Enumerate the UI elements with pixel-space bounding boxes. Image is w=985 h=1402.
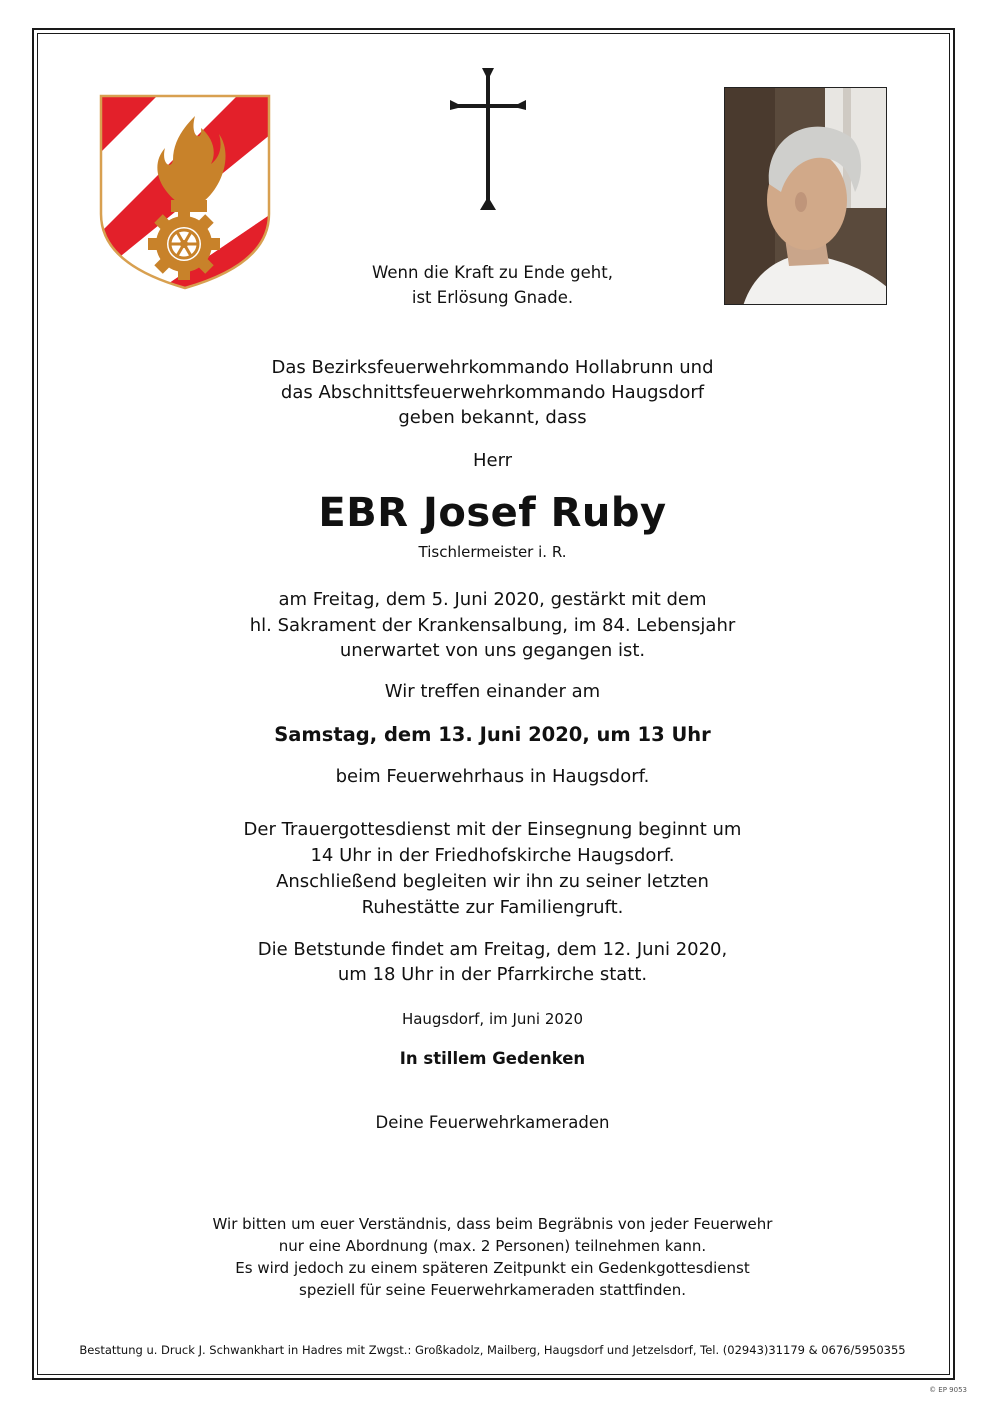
place-date: Haugsdorf, im Juni 2020 xyxy=(401,1010,584,1028)
fire-brigade-crest-icon xyxy=(99,94,271,290)
announcement-line-1: Das Bezirksfeuerwehrkommando Hollabrunn und xyxy=(271,357,714,378)
cross-icon xyxy=(444,64,532,214)
meeting-date: Samstag, dem 13. Juni 2020, um 13 Uhr xyxy=(274,723,711,746)
deceased-occupation: Tischlermeister i. R. xyxy=(418,543,567,561)
service-line-4: Ruhestätte zur Familiengruft. xyxy=(361,897,624,918)
service-line-2: 14 Uhr in der Friedhofskirche Haugsdorf. xyxy=(310,845,675,866)
prayer-line-2: um 18 Uhr in der Pfarrkirche statt. xyxy=(337,964,648,985)
undertaker-footer: Bestattung u. Druck J. Schwankhart in Hadres mit Zwgst.: Großkadolz, Mailberg, Haugsdorf und Jetzelsdorf, Tel. (02943)31179 & 0676/5950355 xyxy=(79,1343,906,1357)
salutation: Herr xyxy=(472,450,513,471)
remembrance: In stillem Gedenken xyxy=(399,1049,586,1068)
request-line-4: speziell für seine Feuerwehrkameraden stattfinden. xyxy=(299,1281,686,1299)
announcement-line-3: geben bekannt, dass xyxy=(398,407,587,428)
print-code: © EP 9053 xyxy=(929,1386,967,1394)
service-line-3: Anschließend begleiten wir ihn zu seiner letzten xyxy=(276,871,709,892)
signature: Deine Feuerwehrkameraden xyxy=(375,1113,610,1132)
death-notice-line-1: am Freitag, dem 5. Juni 2020, gestärkt mit dem xyxy=(278,589,707,610)
motto-line-2: ist Erlösung Gnade. xyxy=(411,288,574,307)
request-line-3: Es wird jedoch zu einem späteren Zeitpunkt ein Gedenkgottesdienst xyxy=(235,1259,750,1277)
meeting-place: beim Feuerwehrhaus in Haugsdorf. xyxy=(335,766,650,787)
deceased-name: EBR Josef Ruby xyxy=(318,490,667,536)
request-line-1: Wir bitten um euer Verständnis, dass beim Begräbnis von jeder Feuerwehr xyxy=(212,1215,773,1233)
death-notice-line-2: hl. Sakrament der Krankensalbung, im 84. Lebensjahr xyxy=(249,615,736,636)
motto-line-1: Wenn die Kraft zu Ende geht, xyxy=(372,263,613,282)
prayer-line-1: Die Betstunde findet am Freitag, dem 12. Juni 2020, xyxy=(257,939,728,960)
meeting-intro: Wir treffen einander am xyxy=(384,681,601,702)
request-line-2: nur eine Abordnung (max. 2 Personen) teilnehmen kann. xyxy=(278,1237,707,1255)
announcement-line-2: das Abschnittsfeuerwehrkommando Haugsdorf xyxy=(280,382,705,403)
service-line-1: Der Trauergottesdienst mit der Einsegnung beginnt um xyxy=(243,819,742,840)
death-notice-line-3: unerwartet von uns gegangen ist. xyxy=(339,640,646,661)
